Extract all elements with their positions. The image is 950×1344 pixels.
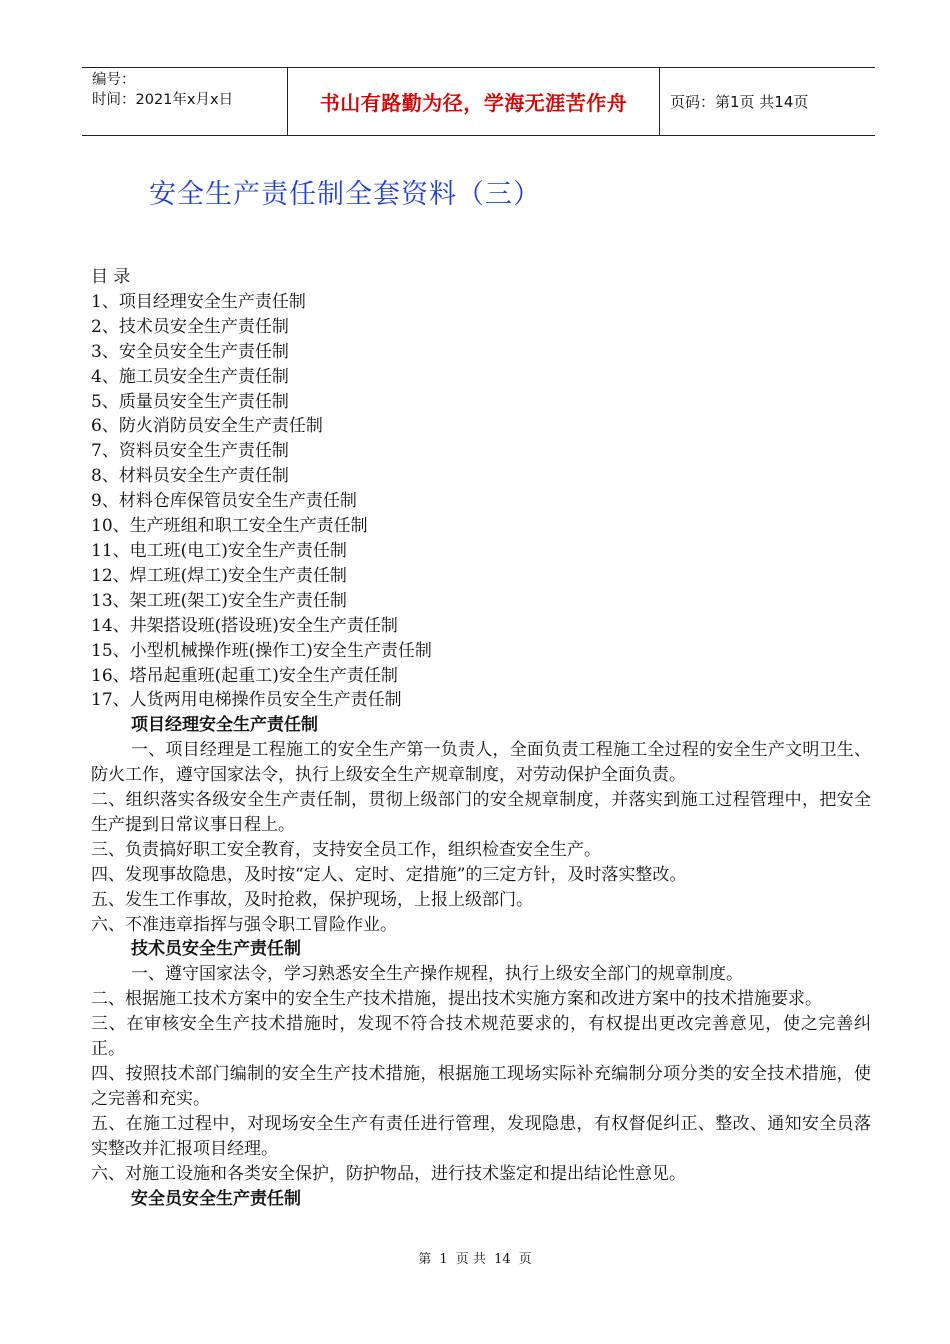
toc-item: 14、井架搭设班(搭设班)安全生产责任制 — [91, 615, 398, 636]
toc-item: 10、生产班组和职工安全生产责任制 — [91, 516, 368, 537]
toc-item: 15、小型机械操作班(操作工)安全生产责任制 — [91, 640, 432, 661]
section-paragraph: 一、项目经理是工程施工的安全生产第一负责人，全面负责工程施工全过程的安全生产文明卫生、防火工作，遵守国家法令，执行上级安全生产规章制度，对劳动保护全面负责。 — [91, 740, 871, 786]
section-heading: 项目经理安全生产责任制 — [131, 715, 318, 736]
toc-item: 12、焊工班(焊工)安全生产责任制 — [91, 565, 347, 586]
toc-item: 17、人货两用电梯操作员安全生产责任制 — [91, 690, 402, 711]
document-title: 安全生产责任制全套资料（三） — [149, 179, 541, 210]
footer-total-pages: 14 — [494, 1252, 511, 1267]
section-paragraph: 六、对施工设施和各类安全保护，防护物品，进行技术鉴定和提出结论性意见。 — [91, 1163, 686, 1184]
toc-item: 11、电工班(电工)安全生产责任制 — [91, 540, 347, 561]
section-paragraph: 四、按照技术部门编制的安全生产技术措施，根据施工现场实际补充编制分项分类的安全技术措施，使之完善和充实。 — [91, 1064, 871, 1109]
section-paragraph: 三、在审核安全生产技术措施时，发现不符合技术规范要求的，有权提出更改完善意见，使之完善纠正。 — [91, 1014, 871, 1060]
section-paragraph: 二、根据施工技术方案中的安全生产技术措施，提出技术实施方案和改进方案中的技术措施要求。 — [91, 989, 822, 1010]
section-paragraph: 五、在施工过程中，对现场安全生产有责任进行管理，发现隐患，有权督促纠正、整改、通知安全员落实整改并汇报项目经理。 — [91, 1113, 871, 1159]
page-footer — [0, 1248, 950, 1267]
page-header — [82, 67, 875, 136]
header-page-cell — [660, 68, 875, 135]
footer-mid: 页 共 — [455, 1252, 486, 1267]
section-heading: 安全员安全生产责任制 — [131, 1188, 301, 1209]
page-info: 页码：第1页 共14页 — [670, 93, 809, 111]
section-paragraph: 二、组织落实各级安全生产责任制，贯彻上级部门的安全规章制度，并落实到施工过程管理中，把安全生产提到日常议事日程上。 — [91, 790, 871, 835]
toc-item: 8、材料员安全生产责任制 — [91, 466, 289, 487]
toc-item: 4、施工员安全生产责任制 — [91, 366, 289, 387]
motto: 书山有路勤为径，学海无涯苦作舟 — [319, 91, 628, 115]
toc-item: 7、资料员安全生产责任制 — [91, 441, 289, 462]
toc-item: 3、安全员安全生产责任制 — [91, 341, 289, 362]
section-paragraph: 四、发现事故隐患，及时按“定人、定时、定措施”的三定方针，及时落实整改。 — [91, 864, 687, 885]
section-paragraph: 三、负责搞好职工安全教育，支持安全员工作，组织检查安全生产。 — [91, 839, 601, 860]
section-paragraph: 五、发生工作事故，及时抢救，保护现场，上报上级部门。 — [91, 889, 533, 910]
section-heading: 技术员安全生产责任制 — [131, 939, 301, 960]
toc-item: 6、防火消防员安全生产责任制 — [91, 416, 323, 437]
number-label: 编号： — [92, 72, 136, 88]
footer-prefix: 第 — [418, 1252, 432, 1267]
toc-item: 1、项目经理安全生产责任制 — [91, 291, 306, 312]
section-paragraph: 一、遵守国家法令，学习熟悉安全生产操作规程，执行上级安全部门的规章制度。 — [131, 964, 743, 985]
toc-item: 5、质量员安全生产责任制 — [91, 391, 289, 412]
toc-item: 13、架工班(架工)安全生产责任制 — [91, 590, 347, 611]
section-paragraph: 六、不准违章指挥与强令职工冒险作业。 — [91, 914, 397, 935]
toc-item: 2、技术员安全生产责任制 — [91, 316, 289, 337]
toc-heading: 目 录 — [91, 267, 131, 287]
toc-item: 9、材料仓库保管员安全生产责任制 — [91, 491, 357, 512]
footer-suffix: 页 — [518, 1252, 532, 1267]
header-motto-cell — [287, 68, 660, 135]
document-body — [91, 265, 871, 1211]
time-label: 时间：2021年x月x日 — [92, 92, 234, 108]
footer-page-number: 1 — [439, 1252, 448, 1267]
header-meta — [82, 68, 287, 135]
toc-item: 16、塔吊起重班(起重工)安全生产责任制 — [91, 665, 398, 686]
